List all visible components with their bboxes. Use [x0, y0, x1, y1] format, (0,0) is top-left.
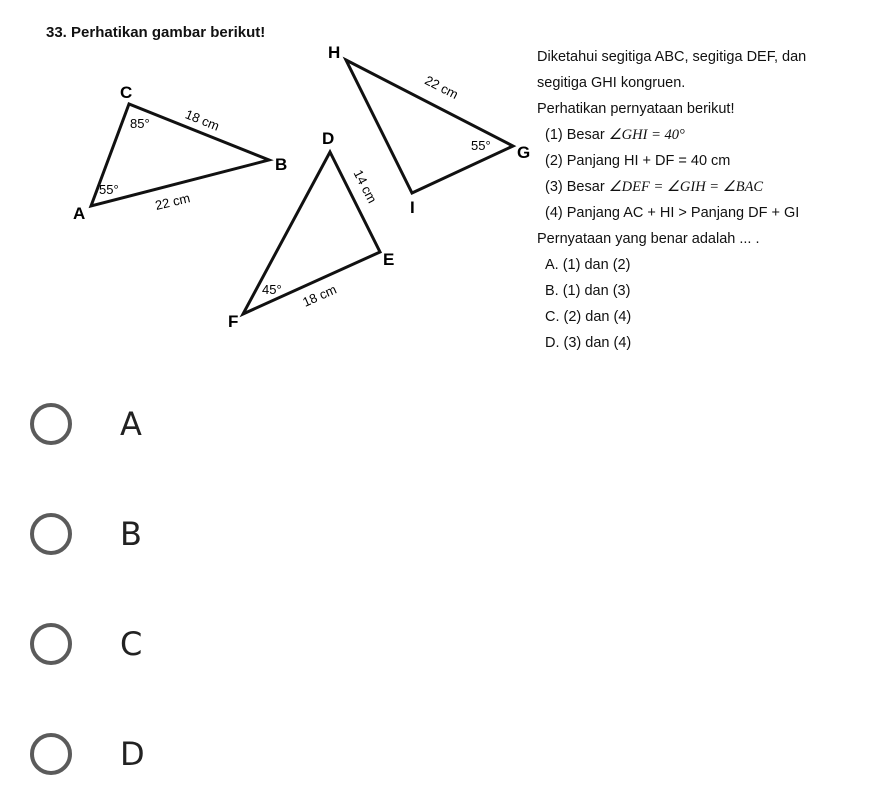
vertex-label-b: B [275, 155, 288, 174]
statement-choice-c: C. (2) dan (4) [545, 309, 632, 325]
vertex-label-g: G [517, 143, 530, 162]
answer-option-label: D [120, 735, 145, 773]
radio-icon[interactable] [30, 513, 72, 555]
statement-choice-d: D. (3) dan (4) [545, 335, 632, 351]
question-card [0, 0, 884, 360]
vertex-label-d: D [322, 129, 335, 148]
side-label-fe: 18 cm [300, 281, 339, 310]
radio-icon[interactable] [30, 733, 72, 775]
statement-choice-a: A. (1) dan (2) [545, 257, 631, 273]
statement-item-4: (4) Panjang AC + HI > Panjang DF + GI [545, 205, 800, 221]
side-label-hg: 22 cm [422, 72, 461, 103]
side-label-cb: 18 cm [183, 106, 222, 134]
statement-choice-b: B. (1) dan (3) [545, 283, 631, 299]
answer-option-d[interactable] [30, 726, 330, 782]
statement-item-3: (3) Besar ∠DEF = ∠GIH = ∠BAC [545, 179, 764, 195]
vertex-label-c: C [120, 83, 133, 102]
vertex-label-a: A [73, 204, 86, 223]
answer-option-b[interactable] [30, 506, 330, 562]
statement-prompt: Perhatikan pernyataan berikut! [537, 101, 735, 117]
vertex-label-i: I [410, 198, 415, 217]
statement-item-1: (1) Besar ∠GHI = 40° [545, 127, 685, 143]
angle-label-c: 85° [130, 116, 150, 131]
side-label-ab: 22 cm [153, 190, 192, 213]
side-label-de: 14 cm [350, 167, 380, 206]
statement-question: Pernyataan yang benar adalah ... . [537, 231, 760, 247]
angle-label-f: 45° [262, 282, 282, 297]
vertex-label-e: E [383, 250, 395, 269]
statement-item-2: (2) Panjang HI + DF = 40 cm [545, 153, 731, 169]
answer-option-label: B [120, 515, 142, 553]
angle-label-a: 55° [99, 182, 119, 197]
question-title: 33. Perhatikan gambar berikut! [46, 24, 266, 41]
vertex-label-f: F [228, 312, 239, 331]
triangle-figure [0, 0, 530, 360]
answer-option-label: A [120, 405, 142, 443]
angle-label-g: 55° [471, 138, 491, 153]
question-statement [537, 44, 857, 356]
answer-option-c[interactable] [30, 616, 330, 672]
answer-option-a[interactable] [30, 396, 330, 452]
answer-option-label: C [120, 625, 143, 663]
vertex-label-h: H [328, 43, 341, 62]
radio-icon[interactable] [30, 623, 72, 665]
radio-icon[interactable] [30, 403, 72, 445]
statement-intro: Diketahui segitiga ABC, segitiga DEF, dan segitiga GHI kongruen. [537, 49, 807, 91]
